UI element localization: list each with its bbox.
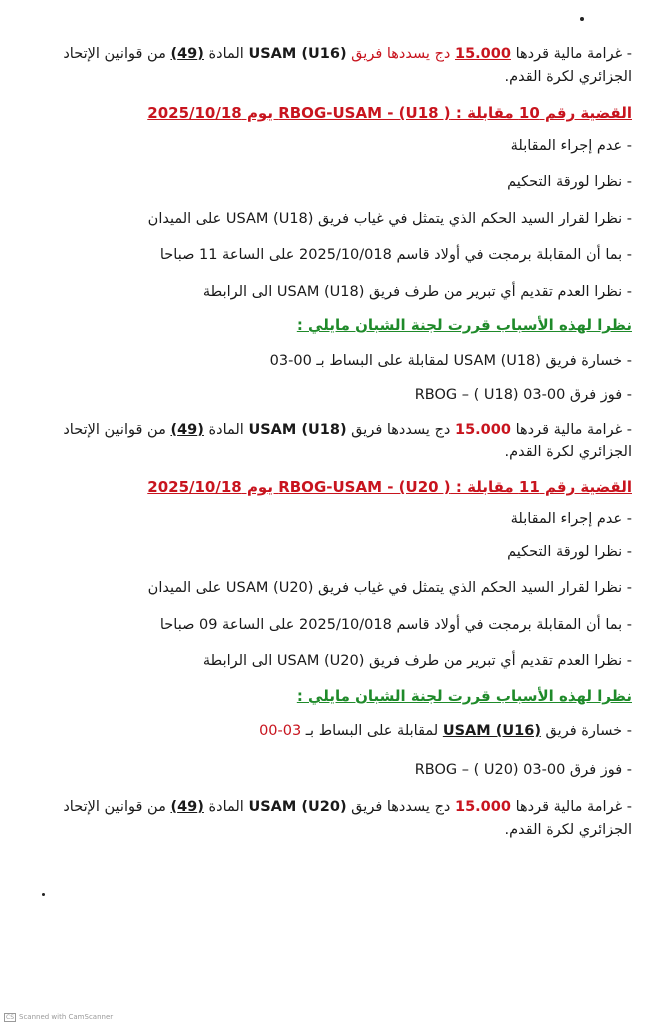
case-10-item: - نظرا لورقة التحكيم (507, 174, 632, 190)
case-10-decision: - فوز فرق RBOG – ( U18) 03-00 (414, 387, 632, 403)
bullet-dot (580, 17, 584, 21)
case-10-title: القضية رقم 10 مقابلة : RBOG-USAM - (U18 ) يوم 2025/10/18 (147, 104, 632, 122)
case-11-item: - عدم إجراء المقابلة (510, 511, 632, 527)
fine-u18-line: - غرامة مالية قردها 15.000 دج يسددها فريق USAM (U18) المادة (49) من قوانين الإتحاد (63, 422, 632, 438)
fine-u16-line-2: الجزائري لكرة القدم. (504, 69, 632, 85)
case-10-decision: - خسارة فريق USAM (U18) لمقابلة على البساط بـ 00-03 (269, 353, 632, 369)
fine-u18-line-2: الجزائري لكرة القدم. (504, 444, 632, 460)
case-10-item: - نظرا لقرار السيد الحكم الذي يتمثل في غياب فريق USAM (U18) على الميدان (147, 211, 632, 227)
case-11-item: - نظرا لقرار السيد الحكم الذي يتمثل في غياب فريق USAM (U20) على الميدان (147, 580, 632, 596)
fine-amount: 15.000 (455, 46, 511, 62)
fine-amount: 15.000 (455, 799, 511, 815)
case-11-item: - نظرا لورقة التحكيم (507, 544, 632, 560)
camscanner-logo-icon: CS (6, 1014, 14, 1021)
fine-u20-line: - غرامة مالية قردها 15.000 دج يسددها فريق USAM (U20) المادة (49) من قوانين الإتحاد (63, 799, 632, 815)
case-10-item: - بما أن المقابلة برمجت في أولاد قاسم 2025/10/018 على الساعة 11 صباحا (159, 247, 632, 263)
fine-u16-line: - غرامة مالية قردها 15.000 دج يسددها فريق USAM (U16) المادة (49) من قوانين الإتحاد (63, 46, 632, 62)
case-11-item: - بما أن المقابلة برمجت في أولاد قاسم 2025/10/018 على الساعة 09 صباحا (159, 617, 632, 633)
fine-amount: 15.000 (455, 422, 511, 438)
case-10-item: - نظرا العدم تقديم أي تبرير من طرف فريق USAM (U18) الى الرابطة (202, 284, 632, 300)
stray-dot (42, 893, 45, 896)
fine-u20-line-2: الجزائري لكرة القدم. (504, 822, 632, 838)
scanner-watermark: CS Scanned with CamScanner (6, 1013, 114, 1021)
case-11-item: - نظرا العدم تقديم أي تبرير من طرف فريق USAM (U20) الى الرابطة (202, 653, 632, 669)
case-11-decision-heading: نظرا لهذه الأسباب قررت لجنة الشبان مايلي : (296, 687, 632, 705)
case-11-win: - فوز فرق RBOG – ( U20) 03-00 (414, 762, 632, 778)
case-10-decision-heading: نظرا لهذه الأسباب قررت لجنة الشبان مايلي : (296, 316, 632, 334)
case-11-title: القضية رقم 11 مقابلة : RBOG-USAM - (U20 ) يوم 2025/10/18 (147, 478, 632, 496)
case-11-loss: - خسارة فريق USAM (U16) لمقابلة على البساط بـ 00-03 (259, 723, 632, 739)
case-10-item: - عدم إجراء المقابلة (510, 138, 632, 154)
